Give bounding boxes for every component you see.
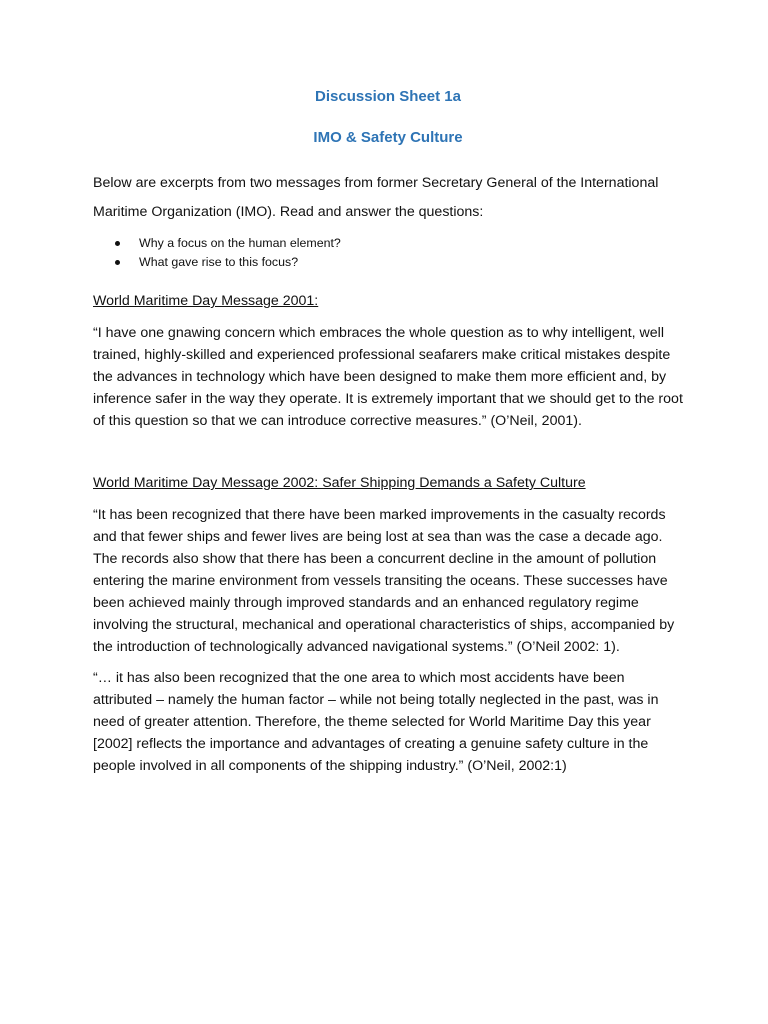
question-text: What gave rise to this focus?: [139, 255, 299, 269]
list-item: [93, 234, 683, 253]
spacer: [93, 658, 683, 667]
question-list: [93, 234, 683, 272]
quote-2001: “I have one gnawing concern which embraces the whole question as to why intelligent, well trained, highly-skilled and experienced professional seafarers make critical mistakes despite the advances in technology which have been designed to make them more efficient and, by inference safer in the way they operate. It is extremely important that we should get to the root of this question so that we can introduce corrective measures.” (O’Neil, 2001).: [93, 325, 683, 429]
section-heading-2002: World Maritime Day Message 2002: Safer Shipping Demands a Safety Culture: [93, 475, 586, 491]
bullet-icon: [115, 260, 120, 265]
document-page: [93, 86, 683, 777]
document-subtitle: IMO & Safety Culture: [313, 129, 463, 146]
question-text: Why a focus on the human element?: [139, 236, 341, 250]
bullet-icon: [115, 241, 120, 246]
intro-paragraph: Below are excerpts from two messages from former Secretary General of the International Maritime Organization (IMO). Read and answer the questions:: [93, 175, 659, 220]
document-title: Discussion Sheet 1a: [315, 88, 461, 105]
quote-2002-part1: “It has been recognized that there have been marked improvements in the casualty records and that fewer ships and fewer lives are being lost at sea than was the case a decade ago. The records also show that there has been a concurrent decline in the amount of pollution entering the marine environment from vessels transiting the oceans. These successes have been achieved mainly through improved standards and an enhanced regulatory regime involving the structural, mechanical and operational characteristics of ships, accompanied by the introduction of technologically advanced navigational systems.” (O’Neil 2002: 1).: [93, 507, 675, 655]
quote-2002-part2: “… it has also been recognized that the one area to which most accidents have been attributed – namely the human factor – while not being totally neglected in the past, was in need of greater attention. Therefore, the theme selected for World Maritime Day this year [2002] reflects the importance and advantages of creating a genuine safety culture in the people involved in all components of the shipping industry.” (O’Neil, 2002:1): [93, 670, 659, 774]
spacer: [93, 432, 683, 472]
section-heading-2001: World Maritime Day Message 2001:: [93, 293, 319, 309]
list-item: [93, 253, 683, 272]
